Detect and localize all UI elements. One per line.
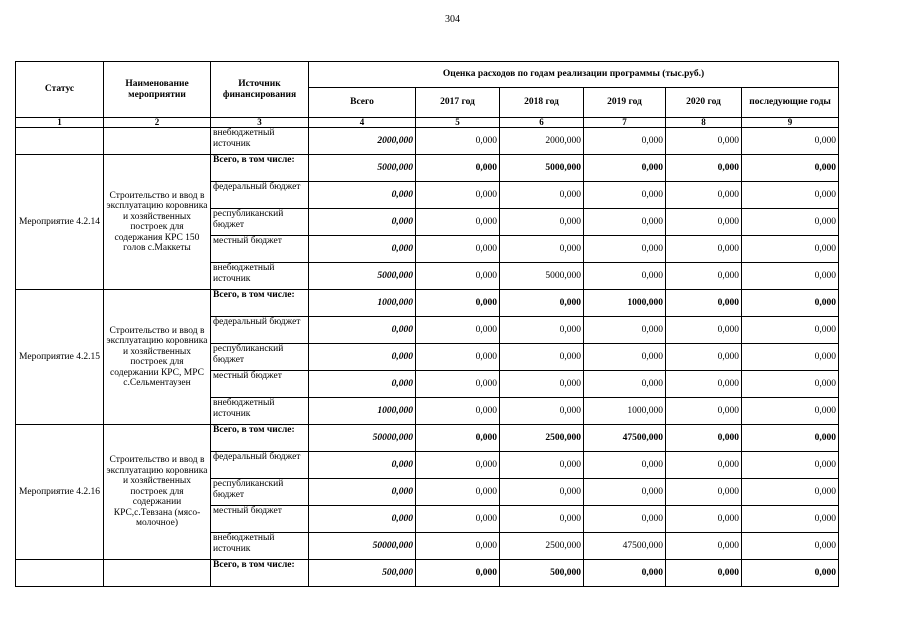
value-cell: 0,000 [742,560,839,587]
header-2020: 2020 год [666,88,742,118]
value-cell: 0,000 [500,371,584,398]
value-cell: 2500,000 [500,533,584,560]
value-cell: 0,000 [666,263,742,290]
value-cell: 0,000 [742,209,839,236]
header-source: Источник финансирования [211,62,309,118]
status-cell: Мероприятие 4.2.14 [16,155,104,290]
value-cell: 0,000 [416,533,500,560]
value-cell: 0,000 [666,506,742,533]
value-cell: 0,000 [500,317,584,344]
value-cell: 0,000 [500,479,584,506]
source-cell: республиканский бюджет [211,479,309,506]
total-cell: 0,000 [309,479,416,506]
value-cell: 0,000 [584,317,666,344]
value-cell: 1000,000 [584,398,666,425]
source-cell: внебюджетный источник [211,398,309,425]
measure-cell: Строительство и ввод в эксплуатацию коровника и хозяйственных построек для содержания КРС 150 голов с.Маккеты [104,155,211,290]
total-cell: 0,000 [309,371,416,398]
value-cell: 0,000 [416,209,500,236]
source-cell: внебюджетный источник [211,128,309,155]
total-cell: 0,000 [309,506,416,533]
status-cell [16,128,104,155]
source-cell: федеральный бюджет [211,317,309,344]
value-cell: 0,000 [666,452,742,479]
source-cell: внебюджетный источник [211,263,309,290]
value-cell: 0,000 [416,506,500,533]
measure-cell [104,560,211,587]
value-cell: 0,000 [416,155,500,182]
total-cell: 0,000 [309,209,416,236]
value-cell: 0,000 [416,398,500,425]
source-cell: Всего, в том числе: [211,425,309,452]
value-cell: 0,000 [742,452,839,479]
source-cell: местный бюджет [211,371,309,398]
value-cell: 0,000 [742,128,839,155]
status-cell: Мероприятие 4.2.15 [16,290,104,425]
source-cell: республиканский бюджет [211,209,309,236]
value-cell: 5000,000 [500,263,584,290]
source-cell: Всего, в том числе: [211,560,309,587]
value-cell: 0,000 [666,533,742,560]
value-cell: 0,000 [742,398,839,425]
value-cell: 0,000 [500,506,584,533]
budget-table [15,61,839,587]
status-cell [16,560,104,587]
total-cell: 50000,000 [309,425,416,452]
total-cell: 0,000 [309,182,416,209]
value-cell: 0,000 [666,317,742,344]
column-number: 8 [666,118,742,128]
header-2018: 2018 год [500,88,584,118]
column-number: 9 [742,118,839,128]
header-status: Статус [16,62,104,118]
value-cell: 0,000 [742,479,839,506]
value-cell: 0,000 [666,209,742,236]
column-number: 1 [16,118,104,128]
value-cell: 0,000 [500,236,584,263]
value-cell: 0,000 [584,128,666,155]
column-number: 5 [416,118,500,128]
total-cell: 1000,000 [309,398,416,425]
measure-cell: Строительство и ввод в эксплуатацию коровника и хозяйственных построек для содержании КРС, МРС с.Сельментаузен [104,290,211,425]
value-cell: 0,000 [742,344,839,371]
source-cell: федеральный бюджет [211,452,309,479]
total-cell: 5000,000 [309,155,416,182]
value-cell: 0,000 [584,560,666,587]
source-cell: внебюджетный источник [211,533,309,560]
column-number: 2 [104,118,211,128]
column-number-row [16,118,839,128]
header-later: последующие годы [742,88,839,118]
value-cell: 0,000 [584,209,666,236]
value-cell: 0,000 [742,533,839,560]
value-cell: 0,000 [584,452,666,479]
value-cell: 0,000 [666,344,742,371]
table-row [16,560,839,587]
column-number: 6 [500,118,584,128]
value-cell: 0,000 [742,371,839,398]
value-cell: 5000,000 [500,155,584,182]
value-cell: 0,000 [584,236,666,263]
column-number: 7 [584,118,666,128]
measure-cell [104,128,211,155]
header-total: Всего [309,88,416,118]
total-cell: 2000,000 [309,128,416,155]
value-cell: 0,000 [666,425,742,452]
source-cell: Всего, в том числе: [211,155,309,182]
total-cell: 0,000 [309,236,416,263]
value-cell: 0,000 [500,209,584,236]
value-cell: 0,000 [416,344,500,371]
status-cell: Мероприятие 4.2.16 [16,425,104,560]
value-cell: 0,000 [666,398,742,425]
value-cell: 0,000 [666,182,742,209]
total-cell: 0,000 [309,344,416,371]
value-cell: 0,000 [416,236,500,263]
total-cell: 0,000 [309,452,416,479]
total-cell: 500,000 [309,560,416,587]
value-cell: 0,000 [416,371,500,398]
source-cell: республиканский бюджет [211,344,309,371]
value-cell: 0,000 [416,425,500,452]
header-2017: 2017 год [416,88,500,118]
value-cell: 0,000 [584,344,666,371]
value-cell: 0,000 [666,560,742,587]
value-cell: 0,000 [666,290,742,317]
value-cell: 0,000 [584,263,666,290]
value-cell: 0,000 [742,317,839,344]
value-cell: 500,000 [500,560,584,587]
value-cell: 0,000 [584,155,666,182]
value-cell: 0,000 [742,236,839,263]
value-cell: 2500,000 [500,425,584,452]
value-cell: 0,000 [584,371,666,398]
value-cell: 0,000 [416,290,500,317]
table-row [16,155,839,182]
value-cell: 0,000 [666,128,742,155]
value-cell: 0,000 [500,398,584,425]
value-cell: 0,000 [584,506,666,533]
value-cell: 0,000 [416,479,500,506]
value-cell: 0,000 [666,236,742,263]
value-cell: 0,000 [416,452,500,479]
source-cell: Всего, в том числе: [211,290,309,317]
value-cell: 0,000 [500,344,584,371]
total-cell: 5000,000 [309,263,416,290]
value-cell: 0,000 [500,452,584,479]
value-cell: 47500,000 [584,425,666,452]
header-estimate: Оценка расходов по годам реализации программы (тыс.руб.) [309,62,839,88]
value-cell: 0,000 [584,479,666,506]
value-cell: 0,000 [742,425,839,452]
total-cell: 50000,000 [309,533,416,560]
source-cell: местный бюджет [211,236,309,263]
value-cell: 0,000 [666,479,742,506]
source-cell: местный бюджет [211,506,309,533]
source-cell: федеральный бюджет [211,182,309,209]
value-cell: 0,000 [742,506,839,533]
total-cell: 1000,000 [309,290,416,317]
page-number: 304 [445,14,460,25]
header-measure: Наименование мероприятии [104,62,211,118]
measure-cell: Строительство и ввод в эксплуатацию коровника и хозяйственных построек для содержании КРС,с.Тевзана (мясо-молочное) [104,425,211,560]
column-number: 4 [309,118,416,128]
value-cell: 0,000 [742,182,839,209]
value-cell: 2000,000 [500,128,584,155]
value-cell: 0,000 [416,263,500,290]
value-cell: 0,000 [416,128,500,155]
value-cell: 0,000 [742,263,839,290]
value-cell: 0,000 [666,371,742,398]
total-cell: 0,000 [309,317,416,344]
value-cell: 0,000 [416,560,500,587]
value-cell: 0,000 [416,182,500,209]
value-cell: 0,000 [500,182,584,209]
column-number: 3 [211,118,309,128]
table-row [16,425,839,452]
value-cell: 0,000 [742,155,839,182]
value-cell: 0,000 [416,317,500,344]
header-2019: 2019 год [584,88,666,118]
value-cell: 1000,000 [584,290,666,317]
table-row [16,128,839,155]
table-row [16,290,839,317]
value-cell: 0,000 [584,182,666,209]
value-cell: 0,000 [666,155,742,182]
value-cell: 0,000 [742,290,839,317]
value-cell: 47500,000 [584,533,666,560]
value-cell: 0,000 [500,290,584,317]
